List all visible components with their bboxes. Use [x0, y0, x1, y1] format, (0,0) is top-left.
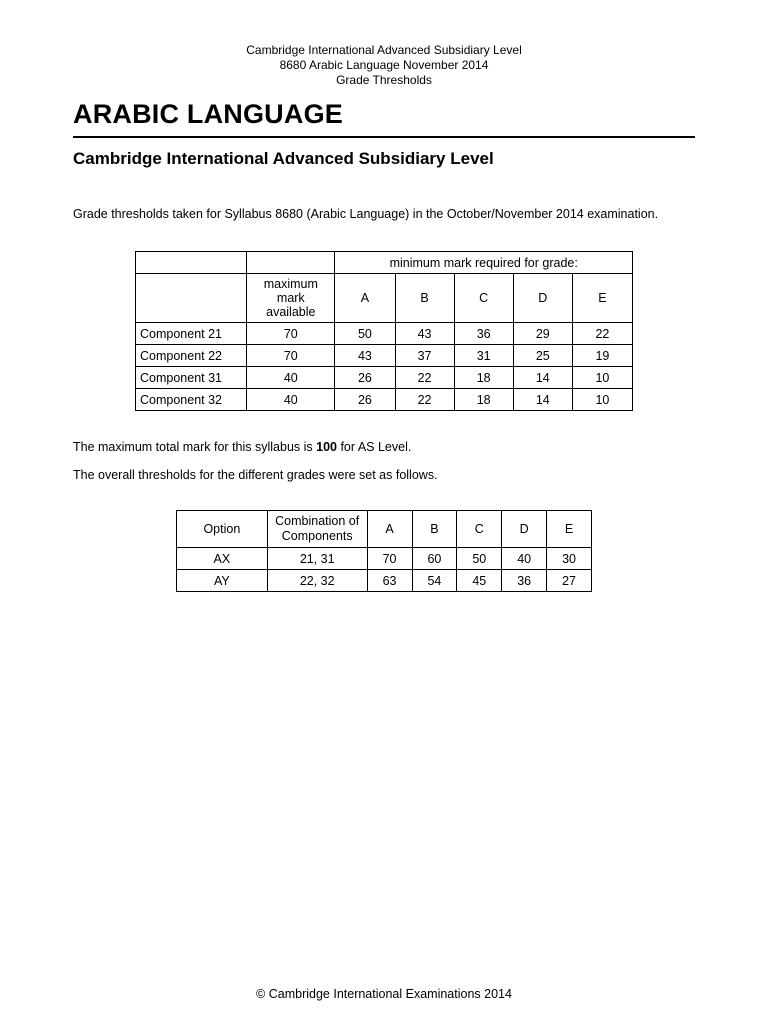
header-line-programme: Cambridge International Advanced Subsidiary Level	[246, 43, 522, 57]
grade-a-cell: 70	[367, 548, 412, 570]
grade-a-cell: 50	[335, 323, 395, 345]
title-divider	[73, 136, 695, 138]
max-mark-cell: 70	[247, 323, 335, 345]
option-header: Option	[177, 511, 268, 548]
combination-cell: 22, 32	[267, 570, 367, 592]
grade-d-cell: 14	[513, 389, 572, 411]
table-corner-cell	[247, 252, 335, 274]
grade-b-cell: 37	[395, 345, 454, 367]
grade-e-cell: 10	[572, 389, 632, 411]
intro-paragraph: Grade thresholds taken for Syllabus 8680 (Arabic Language) in the October/November 2014 examination.	[73, 207, 659, 221]
table-row	[136, 389, 633, 411]
grade-d-cell: 29	[513, 323, 572, 345]
grade-c-cell: 36	[454, 323, 513, 345]
grade-d-cell: 25	[513, 345, 572, 367]
page-header	[0, 43, 768, 88]
grade-header-c: C	[454, 274, 513, 323]
grade-header-e: E	[572, 274, 632, 323]
grade-header-d: D	[502, 511, 547, 548]
grade-c-cell: 18	[454, 389, 513, 411]
max-mark-header	[247, 274, 335, 323]
option-cell: AX	[177, 548, 268, 570]
grade-a-cell: 26	[335, 389, 395, 411]
max-mark-cell: 40	[247, 367, 335, 389]
grade-b-cell: 43	[395, 323, 454, 345]
table-row	[136, 323, 633, 345]
grade-e-cell: 22	[572, 323, 632, 345]
max-mark-header-line: maximum	[263, 277, 318, 291]
option-cell: AY	[177, 570, 268, 592]
max-mark-cell: 70	[247, 345, 335, 367]
total-mark-text-after: for AS Level.	[336, 440, 412, 454]
component-threshold-table	[135, 251, 633, 411]
combination-header	[267, 511, 367, 548]
grade-e-cell: 19	[572, 345, 632, 367]
grade-header-d: D	[513, 274, 572, 323]
combination-header-line: Components	[281, 529, 353, 543]
grade-header-c: C	[457, 511, 502, 548]
grade-a-cell: 63	[367, 570, 412, 592]
grade-c-cell: 31	[454, 345, 513, 367]
grade-header-b: B	[395, 274, 454, 323]
grade-e-cell: 10	[572, 367, 632, 389]
table-row	[136, 367, 633, 389]
grade-b-cell: 54	[412, 570, 457, 592]
grade-header-a: A	[335, 274, 395, 323]
grade-a-cell: 43	[335, 345, 395, 367]
grade-c-cell: 50	[457, 548, 502, 570]
total-mark-paragraph	[73, 440, 411, 454]
grade-b-cell: 22	[395, 367, 454, 389]
max-mark-header-line: mark	[276, 291, 305, 305]
component-name: Component 21	[136, 323, 247, 345]
combination-cell: 21, 31	[267, 548, 367, 570]
grade-e-cell: 30	[547, 548, 592, 570]
grade-a-cell: 26	[335, 367, 395, 389]
total-mark-text-before: The maximum total mark for this syllabus is	[73, 440, 317, 454]
grade-e-cell: 27	[547, 570, 592, 592]
table-row	[177, 570, 592, 592]
grade-d-cell: 14	[513, 367, 572, 389]
page-title: ARABIC LANGUAGE	[73, 99, 343, 129]
max-mark-cell: 40	[247, 389, 335, 411]
header-line-doctype: Grade Thresholds	[336, 73, 432, 87]
table-corner-cell	[136, 252, 247, 274]
grade-c-cell: 18	[454, 367, 513, 389]
page-subtitle: Cambridge International Advanced Subsidiary Level	[73, 149, 494, 168]
grade-d-cell: 36	[502, 570, 547, 592]
grade-header-e: E	[547, 511, 592, 548]
table-row	[136, 345, 633, 367]
grade-d-cell: 40	[502, 548, 547, 570]
max-mark-header-line: available	[266, 305, 316, 319]
grade-group-header: minimum mark required for grade:	[335, 252, 633, 274]
grade-c-cell: 45	[457, 570, 502, 592]
copyright-footer: © Cambridge International Examinations 2014	[256, 987, 512, 1001]
component-header-cell	[136, 274, 247, 323]
total-mark-value: 100	[316, 440, 337, 454]
option-threshold-table	[176, 510, 592, 592]
grade-b-cell: 22	[395, 389, 454, 411]
grade-header-a: A	[367, 511, 412, 548]
grade-header-b: B	[412, 511, 457, 548]
component-name: Component 31	[136, 367, 247, 389]
grade-b-cell: 60	[412, 548, 457, 570]
component-name: Component 32	[136, 389, 247, 411]
component-name: Component 22	[136, 345, 247, 367]
header-line-syllabus: 8680 Arabic Language November 2014	[279, 58, 489, 72]
table-row	[177, 548, 592, 570]
combination-header-line: Combination of	[275, 514, 360, 528]
overall-thresholds-paragraph: The overall thresholds for the different grades were set as follows.	[73, 468, 438, 482]
